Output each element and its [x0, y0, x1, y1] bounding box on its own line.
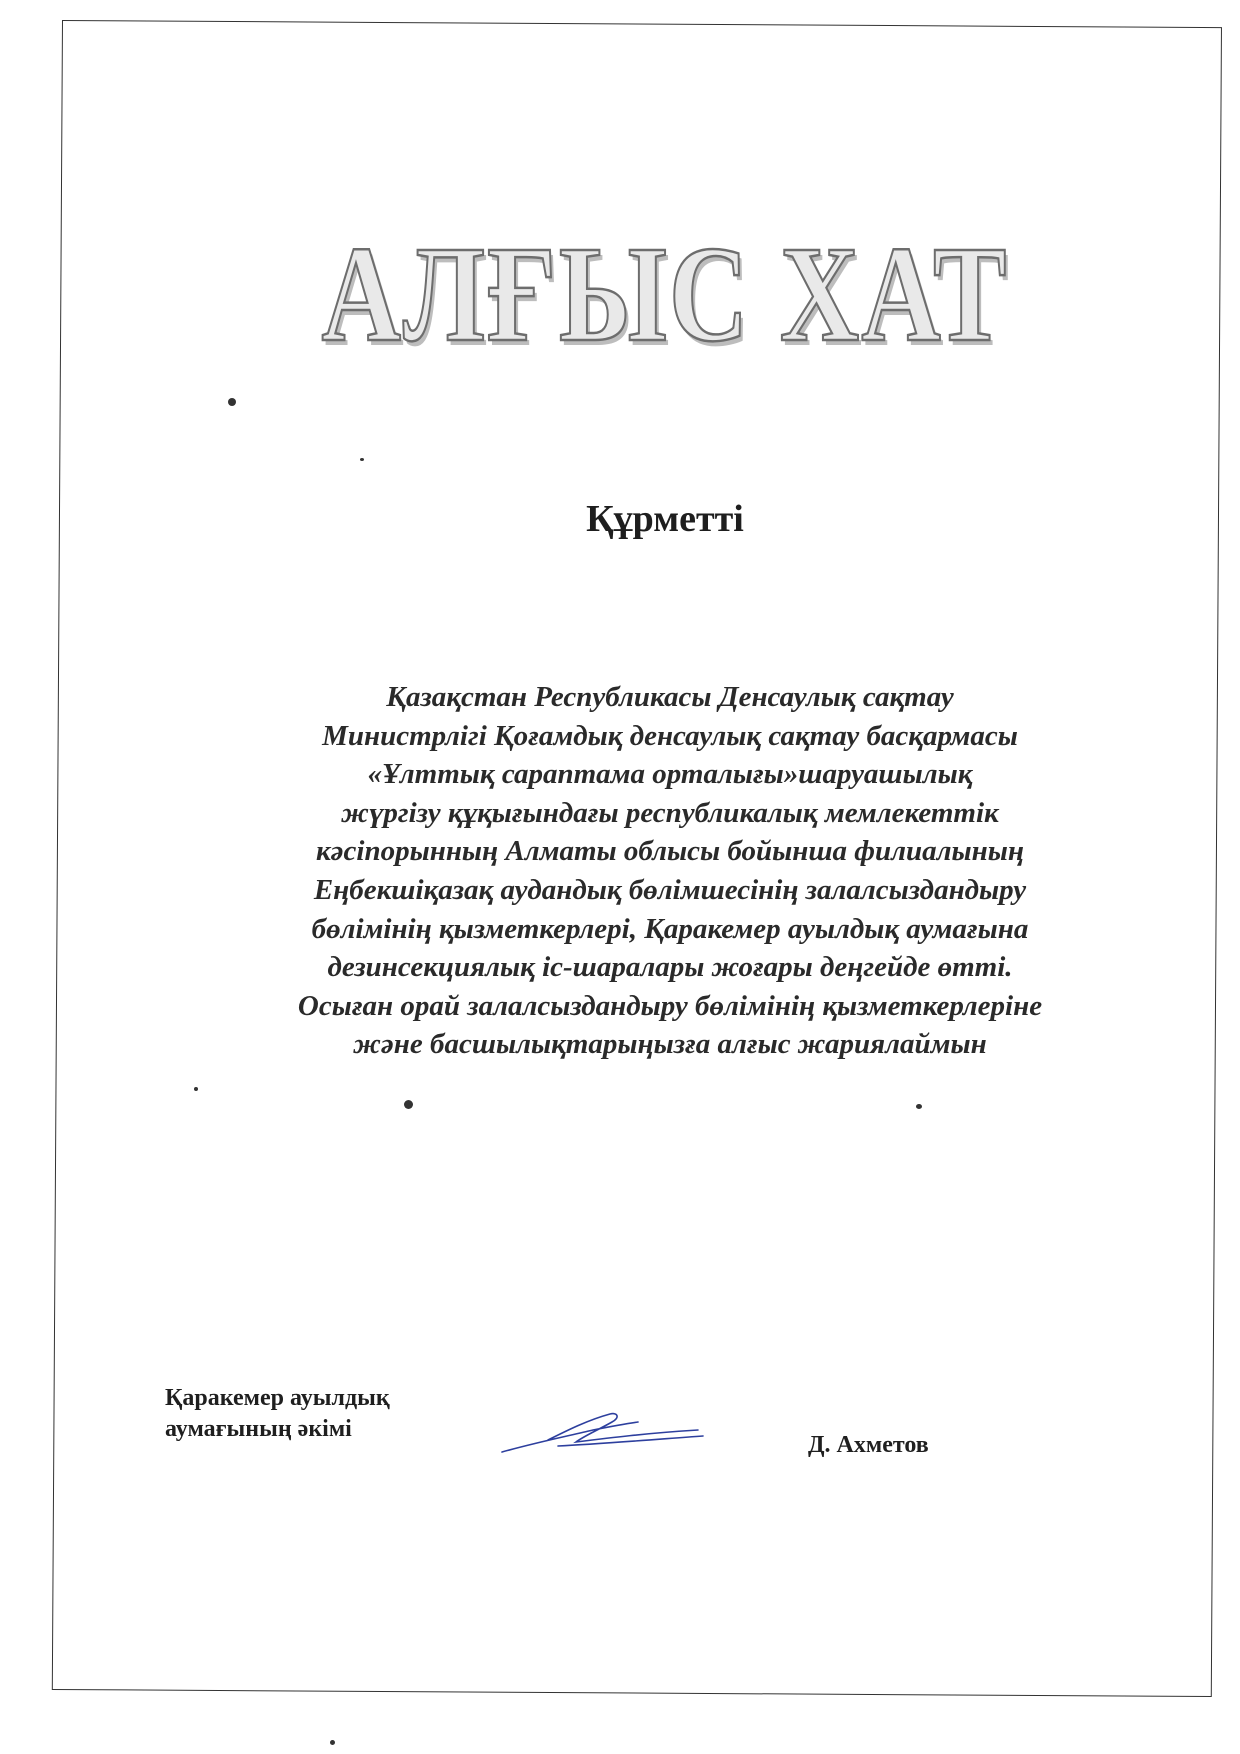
body-text	[180, 678, 1160, 1064]
body-line: Осыған орай залалсыздандыру бөлімінің қызметкерлеріне	[297, 989, 1043, 1022]
scan-speck	[916, 1104, 922, 1109]
body-line: және басшылықтарыңызға алғыс жариялаймын	[353, 1028, 987, 1061]
body-line: Қазақстан Республикасы Денсаулық сақтау	[386, 681, 954, 713]
body-line: «Ұлттық сараптама орталығы»шаруашылық	[367, 758, 973, 791]
document-title: АЛҒЫС ХАТ	[321, 217, 1009, 370]
salutation: Құрметті	[586, 498, 744, 540]
body-line: Министрлігі Қоғамдық денсаулық сақтау басқармасы	[322, 719, 1018, 752]
signer-title	[165, 1383, 390, 1445]
body-line: бөлімінің қызметкерлері, Қаракемер ауылдық аумағына	[311, 912, 1029, 945]
scan-speck	[228, 398, 236, 406]
signer-name: Д. Ахметов	[808, 1432, 929, 1458]
scan-speck	[330, 1740, 335, 1745]
body-line: жүргізу құқығындағы республикалық мемлекеттік	[341, 796, 999, 829]
scan-speck	[404, 1100, 413, 1109]
signer-title-line: аумағының әкімі	[165, 1416, 352, 1442]
signature-graphic	[498, 1400, 708, 1458]
scan-speck	[194, 1087, 198, 1091]
body-line: Еңбекшіқазақ аудандық бөлімшесінің залалсыздандыру	[313, 873, 1027, 906]
body-line: кәсіпорынның Алматы облысы бойынша филиалының	[315, 835, 1024, 868]
scan-speck	[360, 458, 364, 461]
signer-title-line: Қаракемер ауылдық	[165, 1385, 390, 1411]
body-line: дезинсекциялық іс-шаралары жоғары деңгейде өтті.	[327, 951, 1013, 984]
